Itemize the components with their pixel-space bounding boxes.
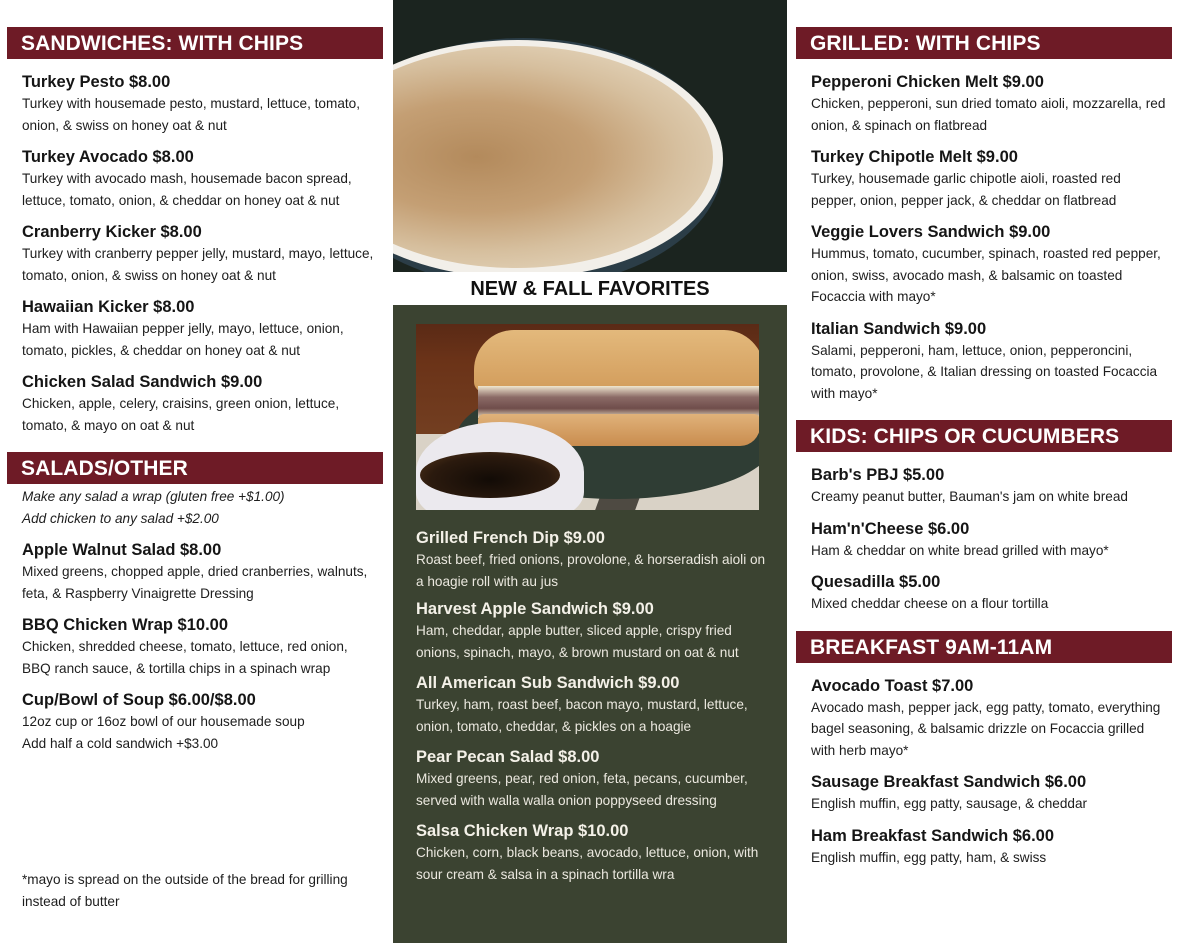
item-name: Turkey Avocado $8.00 — [22, 148, 194, 166]
menu-item — [811, 464, 1166, 508]
bun-top-shape — [474, 330, 759, 392]
menu-item — [22, 71, 377, 136]
item-description: Ham & cheddar on white bread grilled with mayo* — [811, 542, 1109, 558]
french-dip-photo — [416, 324, 759, 510]
item-description: Ham, cheddar, apple butter, sliced apple, crispy fried onions, spinach, mayo, & brown mustard on oat & nut — [416, 623, 739, 660]
item-description: 12oz cup or 16oz bowl of our housemade soup — [22, 714, 305, 729]
section-header-breakfast: BREAKFAST 9AM-11AM — [796, 631, 1172, 663]
item-description: Mixed greens, chopped apple, dried cranberries, walnuts, feta, & Raspberry Vinaigrette Dressing — [22, 564, 368, 601]
item-description: Chicken, apple, celery, craisins, green onion, lettuce, tomato, & mayo on oat & nut — [22, 396, 340, 433]
favorites-title: NEW & FALL FAVORITES — [393, 272, 787, 305]
item-name: Italian Sandwich $9.00 — [811, 319, 987, 338]
item-name: Salsa Chicken Wrap $10.00 — [416, 822, 629, 840]
item-name: Turkey Pesto $8.00 — [22, 73, 171, 91]
item-description: Creamy peanut butter, Bauman's jam on white bread — [811, 489, 1128, 504]
menu-item — [811, 771, 1166, 815]
menu-item — [22, 146, 377, 211]
item-description: English muffin, egg patty, ham, & swiss — [811, 849, 1047, 865]
item-name: Ham'n'Cheese $6.00 — [811, 519, 970, 538]
item-description: Hummus, tomato, cucumber, spinach, roasted red pepper, onion, swiss, avocado mash, & balsamic on toasted Focaccia with mayo* — [811, 246, 1161, 304]
item-name: Cup/Bowl of Soup $6.00/$8.00 — [22, 691, 256, 709]
section-header-grilled: GRILLED: WITH CHIPS — [796, 27, 1172, 59]
featured-panel — [393, 305, 787, 943]
item-name: Veggie Lovers Sandwich $9.00 — [811, 223, 1051, 241]
salad-notes — [22, 486, 377, 529]
item-name: Chicken Salad Sandwich $9.00 — [22, 373, 263, 391]
item-name: Cranberry Kicker $8.00 — [22, 223, 202, 241]
item-description: Chicken, shredded cheese, tomato, lettuce, red onion, BBQ ranch sauce, & tortilla chips in a spinach wrap — [22, 639, 348, 676]
menu-item — [811, 146, 1166, 211]
item-description: Chicken, corn, black beans, avocado, lettuce, onion, with sour cream & salsa in a spinach tortilla wra — [416, 845, 759, 882]
menu-item — [416, 598, 776, 663]
item-description: Mixed greens, pear, red onion, feta, pecans, cucumber, served with walla walla onion poppyseed dressing — [416, 771, 748, 808]
grilled-list — [796, 71, 1172, 404]
item-name: Pear Pecan Salad $8.00 — [416, 748, 600, 766]
menu-item — [811, 318, 1166, 405]
item-name: Turkey Chipotle Melt $9.00 — [811, 148, 1018, 166]
section-header-sandwiches: SANDWICHES: WITH CHIPS — [7, 27, 383, 59]
salads-list — [7, 486, 383, 754]
menu-item — [811, 825, 1166, 869]
menu-item — [22, 371, 377, 436]
right-column — [796, 0, 1172, 868]
menu-item — [416, 527, 776, 592]
menu-item — [811, 571, 1166, 615]
menu-item — [811, 221, 1166, 308]
latte-photo — [393, 0, 787, 272]
item-name: BBQ Chicken Wrap $10.00 — [22, 616, 229, 634]
item-name: Harvest Apple Sandwich $9.00 — [416, 600, 654, 618]
item-description: Turkey, ham, roast beef, bacon mayo, mustard, lettuce, onion, tomato, cheddar, & pickles on a hoagie — [416, 697, 748, 734]
item-name: Avocado Toast $7.00 — [811, 676, 974, 695]
item-description-addon: Add half a cold sandwich +$3.00 — [22, 735, 219, 751]
au-jus-shape — [420, 452, 560, 498]
item-description: Turkey, housemade garlic chipotle aioli, roasted red pepper, onion, pepper jack, & cheddar on flatbread — [811, 171, 1121, 208]
item-description: Turkey with cranberry pepper jelly, mustard, mayo, lettuce, tomato, onion, & swiss on honey oat & nut — [22, 246, 374, 283]
menu-item — [416, 746, 776, 811]
item-name: Grilled French Dip $9.00 — [416, 529, 605, 547]
item-name: Apple Walnut Salad $8.00 — [22, 541, 222, 559]
item-description: Salami, pepperoni, ham, lettuce, onion, pepperoncini, tomato, provolone, & Italian dressing on toasted Focaccia with mayo* — [811, 342, 1158, 401]
featured-list — [416, 527, 776, 894]
menu-item — [811, 518, 1166, 562]
item-description: Ham with Hawaiian pepper jelly, mayo, lettuce, onion, tomato, pickles, & cheddar on honey oat & nut — [22, 321, 344, 358]
item-name: Sausage Breakfast Sandwich $6.00 — [811, 773, 1087, 791]
note-add-chicken: Add chicken to any salad +$2.00 — [22, 510, 219, 526]
item-description: Mixed cheddar cheese on a flour tortilla — [811, 596, 1049, 611]
item-description: Chicken, pepperoni, sun dried tomato aioli, mozzarella, red onion, & spinach on flatbread — [811, 96, 1166, 133]
mayo-footnote: *mayo is spread on the outside of the bread for grilling instead of butter — [22, 872, 348, 909]
section-header-salads: SALADS/OTHER — [7, 452, 383, 484]
note-wrap: Make any salad a wrap (gluten free +$1.00) — [22, 489, 285, 504]
item-name: Ham Breakfast Sandwich $6.00 — [811, 826, 1055, 845]
item-name: Hawaiian Kicker $8.00 — [22, 298, 195, 316]
item-name: Pepperoni Chicken Melt $9.00 — [811, 73, 1044, 91]
menu-item — [416, 820, 776, 885]
menu-item — [416, 672, 776, 737]
item-description: Avocado mash, pepper jack, egg patty, tomato, everything bagel seasoning, & balsamic drizzle on Focaccia grilled with herb mayo* — [811, 699, 1161, 758]
item-description: Turkey with avocado mash, housemade bacon spread, lettuce, tomato, onion, & cheddar on honey oat & nut — [22, 171, 352, 208]
menu-item — [22, 689, 377, 754]
item-description: English muffin, egg patty, sausage, & cheddar — [811, 796, 1088, 811]
menu-item — [811, 675, 1166, 762]
item-name: All American Sub Sandwich $9.00 — [416, 674, 680, 692]
middle-column — [393, 0, 787, 943]
menu-item — [22, 539, 377, 604]
menu-item — [22, 296, 377, 361]
item-description: Roast beef, fried onions, provolone, & horseradish aioli on a hoagie roll with au jus — [416, 552, 766, 589]
item-name: Barb's PBJ $5.00 — [811, 466, 945, 484]
sandwiches-list — [7, 71, 383, 436]
breakfast-list — [796, 675, 1172, 869]
menu-item — [22, 221, 377, 286]
kids-list — [796, 464, 1172, 615]
menu-item — [811, 71, 1166, 136]
left-column — [7, 0, 383, 754]
menu-item — [22, 614, 377, 679]
item-name: Quesadilla $5.00 — [811, 573, 941, 591]
item-description: Turkey with housemade pesto, mustard, lettuce, tomato, onion, & swiss on honey oat & nut — [22, 96, 360, 133]
section-header-kids: KIDS: CHIPS OR CUCUMBERS — [796, 420, 1172, 452]
